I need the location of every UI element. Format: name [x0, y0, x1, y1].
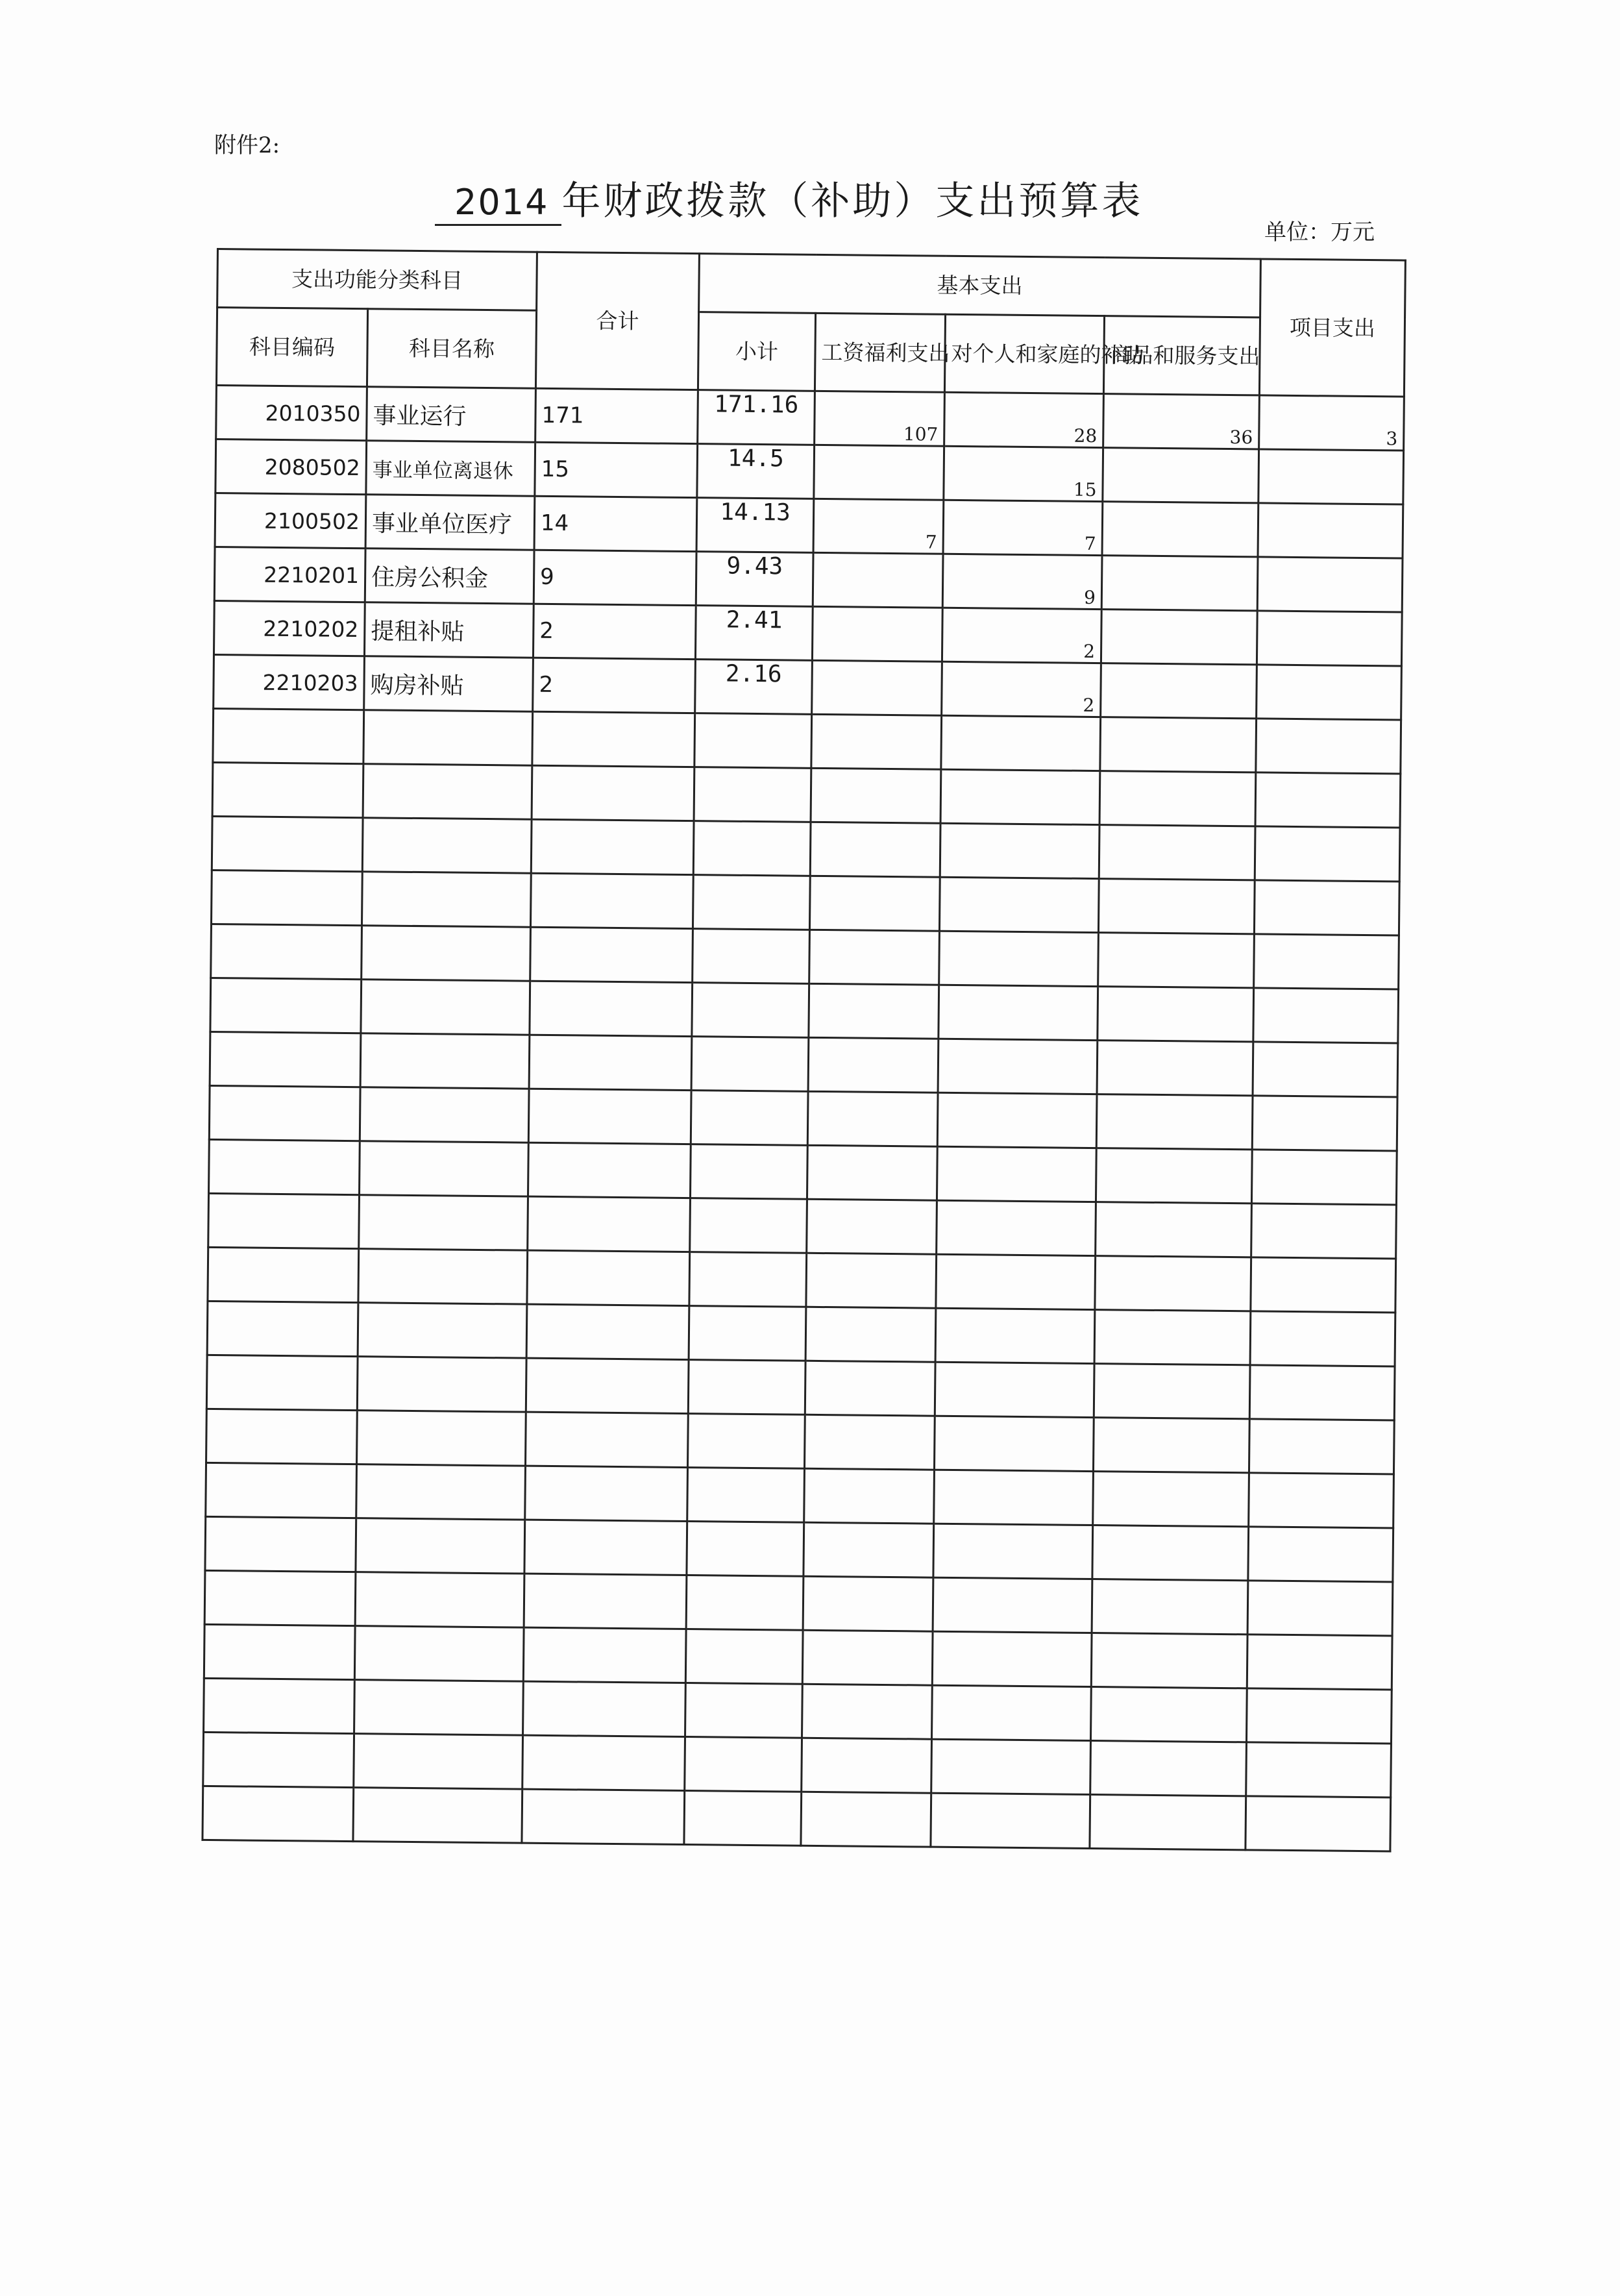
header-wages: 工资福利支出 — [815, 313, 945, 392]
empty-cell — [686, 1575, 804, 1631]
empty-cell — [355, 1572, 524, 1627]
empty-cell — [937, 1092, 1097, 1148]
cell-personal: 9 — [942, 554, 1102, 609]
cell-total: 2 — [533, 604, 696, 659]
cell-wages — [812, 606, 942, 661]
empty-cell — [1098, 879, 1255, 934]
empty-cell — [210, 978, 362, 1033]
empty-cell — [688, 1414, 805, 1469]
empty-cell — [1249, 1419, 1394, 1474]
empty-cell — [356, 1464, 526, 1520]
cell-total: 9 — [534, 550, 696, 605]
empty-cell — [526, 1358, 689, 1413]
title-text: 年财政拨款（补助）支出预算表 — [561, 179, 1144, 224]
empty-cell — [1090, 1795, 1246, 1850]
cell-project — [1257, 611, 1402, 666]
empty-cell — [362, 872, 531, 927]
empty-cell — [809, 876, 940, 931]
empty-cell — [939, 877, 1099, 932]
header-total: 合计 — [535, 252, 699, 389]
empty-table-row — [202, 1786, 1391, 1851]
title-year: 2014 — [435, 182, 561, 226]
empty-cell — [354, 1734, 523, 1789]
empty-cell — [801, 1792, 931, 1847]
empty-cell — [687, 1468, 805, 1523]
empty-cell — [528, 1196, 691, 1252]
cell-goods: 36 — [1103, 394, 1260, 449]
cell-code: 2080502 — [215, 439, 367, 495]
cell-total: 14 — [534, 496, 697, 551]
cell-name: 提租补贴 — [364, 602, 534, 658]
empty-cell — [1251, 1204, 1397, 1259]
empty-cell — [934, 1470, 1094, 1525]
empty-cell — [212, 816, 363, 871]
empty-cell — [211, 924, 362, 979]
cell-subtotal: 2.41 — [695, 606, 813, 661]
header-name: 科目名称 — [367, 309, 536, 388]
empty-cell — [356, 1518, 525, 1574]
empty-cell — [532, 765, 694, 821]
cell-name: 事业单位离退休 — [366, 441, 535, 496]
empty-cell — [685, 1683, 803, 1738]
empty-cell — [530, 873, 693, 928]
empty-cell — [1096, 1148, 1252, 1204]
empty-cell — [204, 1624, 355, 1679]
cell-project — [1257, 557, 1403, 612]
header-project: 项目支出 — [1259, 259, 1405, 397]
header-basic-group: 基本支出 — [699, 254, 1261, 317]
cell-goods — [1101, 610, 1257, 665]
cell-wages — [812, 660, 942, 715]
empty-cell — [938, 1039, 1098, 1094]
empty-cell — [208, 1247, 359, 1302]
empty-cell — [1254, 934, 1399, 989]
empty-cell — [209, 1139, 360, 1194]
empty-cell — [206, 1355, 358, 1410]
cell-subtotal: 14.13 — [696, 498, 814, 553]
empty-cell — [931, 1793, 1090, 1848]
empty-cell — [212, 762, 363, 817]
empty-cell — [1246, 1688, 1392, 1744]
empty-cell — [207, 1301, 358, 1356]
empty-cell — [934, 1416, 1094, 1471]
attachment-label: 附件2: — [214, 132, 280, 158]
empty-cell — [1092, 1579, 1248, 1635]
empty-cell — [931, 1685, 1091, 1740]
cell-name: 事业运行 — [367, 387, 536, 442]
cell-personal: 7 — [943, 500, 1103, 555]
cell-personal: 2 — [942, 608, 1101, 663]
empty-cell — [1248, 1527, 1393, 1582]
empty-cell — [803, 1576, 933, 1631]
empty-cell — [1100, 717, 1257, 772]
empty-cell — [1098, 933, 1255, 988]
empty-cell — [1098, 987, 1254, 1042]
empty-cell — [684, 1791, 802, 1846]
empty-cell — [1252, 1096, 1397, 1151]
empty-cell — [361, 980, 530, 1035]
empty-cell — [522, 1735, 685, 1790]
empty-cell — [1249, 1365, 1395, 1420]
cell-project — [1258, 503, 1403, 558]
empty-cell — [526, 1412, 689, 1467]
cell-subtotal: 171.16 — [698, 390, 815, 445]
cell-code: 2010350 — [216, 386, 367, 441]
header-goods: 商品和服务支出 — [1103, 316, 1260, 395]
empty-cell — [1247, 1581, 1393, 1636]
cell-code: 2210202 — [214, 600, 365, 656]
empty-cell — [358, 1249, 528, 1304]
empty-cell — [1246, 1742, 1392, 1797]
cell-wages: 107 — [815, 391, 945, 446]
empty-cell — [213, 708, 364, 763]
empty-cell — [530, 981, 693, 1036]
empty-cell — [693, 875, 810, 930]
budget-table — [201, 248, 1406, 1852]
cell-goods — [1103, 448, 1259, 503]
empty-cell — [802, 1738, 932, 1793]
empty-cell — [522, 1789, 685, 1844]
empty-cell — [209, 1085, 360, 1141]
cell-code: 2210201 — [214, 547, 365, 602]
empty-cell — [688, 1360, 805, 1415]
empty-cell — [524, 1520, 687, 1575]
empty-cell — [363, 764, 532, 819]
empty-cell — [694, 713, 812, 769]
empty-cell — [1251, 1257, 1396, 1313]
empty-cell — [941, 715, 1101, 771]
empty-cell — [202, 1786, 354, 1841]
empty-cell — [933, 1577, 1092, 1633]
header-category-group: 支出功能分类科目 — [217, 249, 537, 311]
empty-cell — [523, 1627, 686, 1683]
empty-cell — [807, 1199, 937, 1254]
empty-cell — [205, 1516, 356, 1572]
empty-cell — [811, 768, 941, 823]
empty-cell — [1090, 1687, 1247, 1742]
empty-cell — [693, 821, 811, 876]
empty-cell — [804, 1522, 934, 1577]
unit-label: 单位：万元 — [1264, 219, 1375, 245]
empty-cell — [357, 1411, 526, 1466]
empty-cell — [1096, 1094, 1253, 1150]
empty-cell — [1090, 1741, 1247, 1796]
empty-cell — [1095, 1256, 1251, 1311]
empty-cell — [937, 1146, 1096, 1202]
empty-cell — [806, 1253, 937, 1308]
cell-name: 购房补贴 — [364, 656, 534, 711]
empty-cell — [802, 1684, 933, 1739]
empty-cell — [685, 1629, 803, 1685]
empty-cell — [524, 1574, 687, 1629]
empty-cell — [360, 1033, 530, 1089]
empty-cell — [936, 1254, 1096, 1309]
empty-cell — [1247, 1635, 1392, 1690]
empty-cell — [694, 767, 811, 822]
empty-cell — [528, 1142, 691, 1198]
empty-cell — [1097, 1041, 1253, 1096]
empty-cell — [531, 819, 694, 874]
empty-cell — [932, 1631, 1092, 1686]
cell-project — [1257, 665, 1402, 720]
empty-cell — [810, 822, 940, 877]
empty-cell — [690, 1144, 807, 1200]
empty-cell — [1099, 771, 1256, 826]
empty-cell — [210, 1031, 361, 1087]
empty-cell — [1093, 1472, 1249, 1527]
empty-cell — [940, 823, 1099, 878]
empty-cell — [360, 1141, 529, 1196]
empty-cell — [206, 1409, 358, 1464]
cell-code: 2210203 — [214, 654, 365, 710]
empty-cell — [528, 1089, 691, 1144]
empty-cell — [359, 1195, 528, 1250]
empty-cell — [527, 1250, 690, 1305]
empty-cell — [1246, 1796, 1391, 1851]
cell-total: 15 — [535, 442, 698, 497]
empty-cell — [204, 1678, 355, 1733]
cell-wages — [814, 445, 944, 500]
empty-cell — [690, 1198, 807, 1253]
empty-cell — [1253, 988, 1399, 1043]
empty-cell — [805, 1361, 935, 1416]
empty-cell — [937, 1200, 1096, 1255]
empty-cell — [807, 1145, 937, 1200]
empty-cell — [808, 1037, 939, 1092]
empty-cell — [931, 1739, 1091, 1794]
cell-project — [1258, 449, 1404, 504]
empty-cell — [529, 1035, 692, 1090]
cell-personal: 2 — [942, 661, 1101, 717]
empty-cell — [1253, 1042, 1398, 1097]
header-code: 科目编码 — [216, 308, 367, 387]
empty-cell — [1093, 1418, 1249, 1473]
empty-cell — [691, 1091, 808, 1146]
page-title — [435, 170, 1143, 226]
empty-cell — [691, 1037, 809, 1092]
empty-cell — [939, 985, 1098, 1040]
empty-cell — [809, 930, 940, 985]
empty-cell — [1094, 1364, 1250, 1419]
cell-personal: 28 — [944, 392, 1104, 447]
empty-cell — [1249, 1473, 1394, 1528]
cell-goods — [1101, 663, 1257, 719]
empty-cell — [807, 1091, 938, 1146]
cell-total: 2 — [533, 658, 696, 713]
empty-cell — [1096, 1202, 1252, 1257]
empty-cell — [1250, 1311, 1395, 1366]
empty-cell — [204, 1570, 356, 1625]
empty-cell — [939, 931, 1099, 986]
cell-goods — [1101, 556, 1258, 611]
empty-cell — [805, 1307, 936, 1362]
empty-cell — [526, 1304, 689, 1359]
cell-goods — [1102, 502, 1258, 557]
empty-cell — [354, 1680, 524, 1735]
cell-subtotal: 2.16 — [695, 660, 813, 715]
empty-cell — [1255, 772, 1401, 828]
empty-cell — [203, 1732, 354, 1787]
empty-cell — [811, 714, 942, 769]
empty-cell — [358, 1303, 527, 1358]
empty-cell — [1094, 1310, 1251, 1365]
empty-cell — [362, 818, 532, 873]
empty-cell — [1255, 826, 1400, 882]
empty-cell — [530, 927, 693, 982]
cell-name: 住房公积金 — [365, 549, 534, 604]
empty-cell — [1254, 880, 1399, 935]
empty-cell — [689, 1306, 806, 1361]
empty-cell — [804, 1414, 935, 1470]
empty-cell — [935, 1362, 1094, 1417]
empty-cell — [212, 870, 363, 925]
empty-cell — [687, 1522, 804, 1577]
empty-cell — [363, 710, 533, 765]
empty-cell — [802, 1630, 933, 1685]
empty-cell — [206, 1463, 357, 1518]
empty-cell — [940, 769, 1100, 824]
header-personal: 对个人和家庭的补助 — [944, 314, 1104, 393]
empty-cell — [360, 1087, 529, 1142]
empty-cell — [689, 1252, 807, 1307]
cell-project: 3 — [1259, 395, 1405, 451]
empty-cell — [354, 1626, 524, 1681]
empty-cell — [693, 929, 810, 984]
empty-cell — [685, 1737, 802, 1792]
empty-cell — [1091, 1633, 1247, 1688]
cell-total: 171 — [535, 388, 698, 443]
empty-cell — [809, 983, 939, 1039]
cell-subtotal: 14.5 — [697, 444, 815, 499]
empty-cell — [1251, 1150, 1397, 1205]
empty-cell — [523, 1681, 686, 1736]
cell-code: 2100502 — [215, 493, 366, 548]
cell-wages — [813, 552, 943, 608]
empty-cell — [692, 983, 809, 1038]
empty-cell — [1256, 719, 1401, 774]
empty-cell — [804, 1468, 935, 1524]
empty-cell — [1092, 1525, 1249, 1581]
empty-cell — [935, 1308, 1095, 1363]
empty-cell — [357, 1357, 526, 1412]
empty-cell — [362, 926, 531, 981]
empty-cell — [933, 1524, 1093, 1579]
cell-subtotal: 9.43 — [696, 552, 813, 607]
cell-personal: 15 — [944, 446, 1103, 501]
empty-cell — [532, 711, 695, 767]
header-subtotal: 小计 — [698, 312, 815, 391]
cell-name: 事业单位医疗 — [365, 495, 535, 550]
empty-cell — [525, 1466, 688, 1521]
cell-wages: 7 — [813, 499, 944, 554]
empty-cell — [208, 1193, 360, 1248]
empty-cell — [1099, 825, 1255, 880]
empty-cell — [353, 1788, 522, 1843]
